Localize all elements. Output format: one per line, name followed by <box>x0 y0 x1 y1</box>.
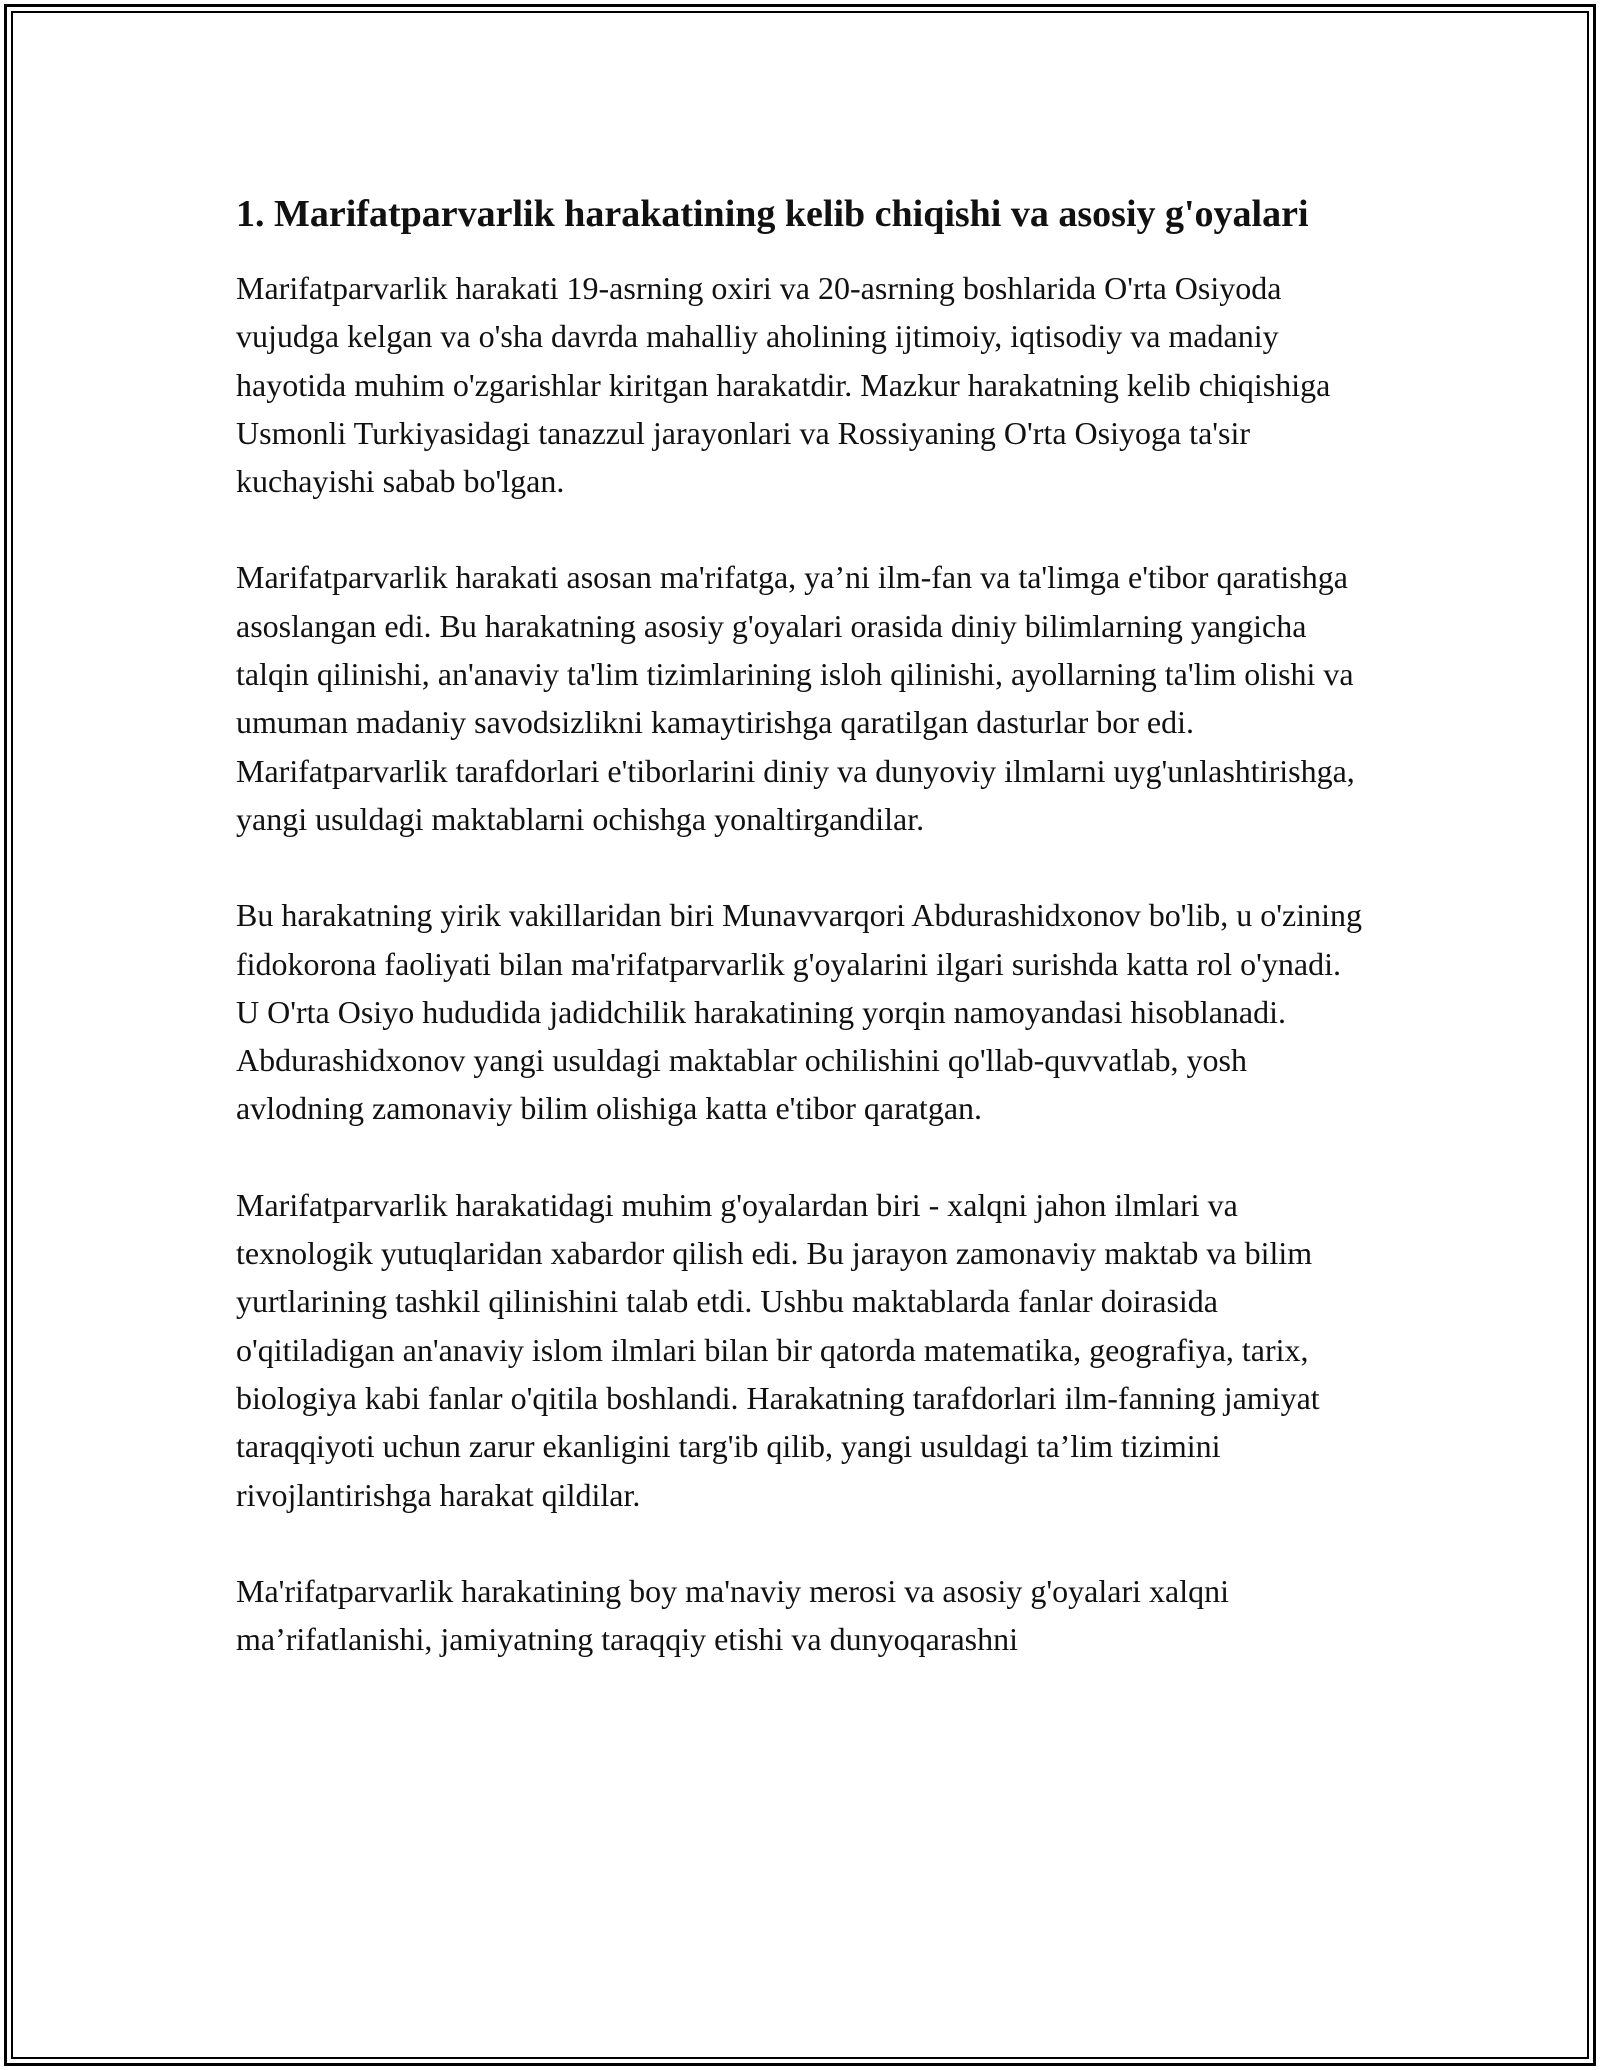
paragraph-2: Marifatparvarlik harakati asosan ma'rifatga, ya’ni ilm-fan va ta'limga e'tibor qaratishga asoslangan edi. Bu harakatning asosiy g'oyalari orasida diniy bilimlarning yangicha talqin qilinishi, an'anaviy ta'lim tizimlarining isloh qilinishi, ayollarning ta'lim olishi va umuman madaniy savodsizlikni kamaytirishga qaratilgan dasturlar bor edi. Marifatparvarlik tarafdorlari e'tiborlarini diniy va dunyoviy ilmlarni uyg'unlashtirishga, yangi usuldagi maktablarni ochishga yonaltirgandilar. <box>236 559 1355 837</box>
document-body <box>236 188 1366 1663</box>
paragraph-4: Marifatparvarlik harakatidagi muhim g'oyalardan biri - xalqni jahon ilmlari va texnologik yutuqlaridan xabardor qilish edi. Bu jarayon zamonaviy maktab va bilim yurtlarining tashkil qilinishini talab etdi. Ushbu maktablarda fanlar doirasida o'qitiladigan an'anaviy islom ilmlari bilan bir qatorda matematika, geografiya, tarix, biologiya kabi fanlar o'qitila boshlandi. Harakatning tarafdorlari ilm-fanning jamiyat taraqqiyoti uchun zarur ekanligini targ'ib qilib, yangi usuldagi ta’lim tizimini rivojlantirishga harakat qildilar. <box>236 1186 1320 1513</box>
paragraph-3: Bu harakatning yirik vakillaridan biri Munavvarqori Abdurashidxonov bo'lib, u o'zining fidokorona faoliyati bilan ma'rifatparvarlik g'oyalarini ilgari surishda katta rol o'ynadi. U O'rta Osiyo hududida jadidchilik harakatining yorqin namoyandasi hisoblanadi. Abdurashidxonov yangi usuldagi maktablar ochilishini qo'llab-quvvatlab, yosh avlodning zamonaviy bilim olishiga katta e'tibor qaratgan. <box>236 897 1362 1127</box>
section-heading: 1. Marifatparvarlik harakatining kelib chiqishi va asosiy g'oyalari <box>236 193 1309 235</box>
paragraph-5: Ma'rifatparvarlik harakatining boy ma'naviy merosi va asosiy g'oyalari xalqni ma’rifatlanishi, jamiyatning taraqqiy etishi va dunyoqarashni <box>236 1572 1229 1658</box>
paragraph-1: Marifatparvarlik harakati 19-asrning oxiri va 20-asrning boshlarida O'rta Osiyoda vujudga kelgan va o'sha davrda mahalliy aholining ijtimoiy, iqtisodiy va madaniy hayotida muhim o'zgarishlar kiritgan harakatdir. Mazkur harakatning kelib chiqishiga Usmonli Turkiyasidagi tanazzul jarayonlari va Rossiyaning O'rta Osiyoga ta'sir kuchayishi sabab bo'lgan. <box>236 270 1331 500</box>
